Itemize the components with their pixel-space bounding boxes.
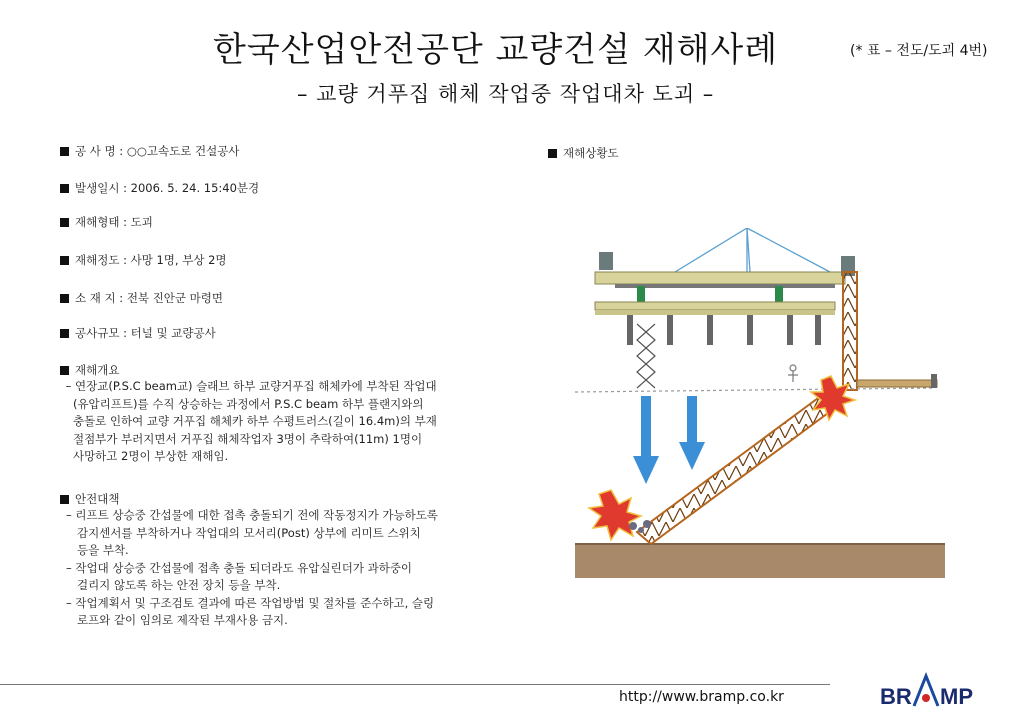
info-date: 발생일시 : 2006. 5. 24. 15:40분경: [60, 180, 259, 196]
footer-divider: [0, 684, 830, 685]
falling-arrows: [633, 396, 705, 484]
trolley-wheels: [637, 286, 783, 302]
overview-text: [62, 378, 437, 466]
measures-line: – 작업대 상승중 간섭물에 접촉 충돌 되더라도 유압실린더가 과하중이: [66, 560, 413, 575]
formwork-line: [575, 388, 935, 392]
accident-diagram: [575, 228, 945, 578]
page-subtitle: – 교량 거푸집 해체 작업중 작업대차 도괴 –: [297, 82, 715, 106]
platform-post: [931, 374, 937, 388]
vertical-truss-tower: [843, 272, 857, 390]
info-severity: 재해정도 : 사망 1명, 부상 2명: [60, 252, 227, 268]
bridge-girder: [595, 302, 835, 310]
svg-text:MP: MP: [940, 684, 973, 708]
measures-line: 감지센서를 부착하거나 작업대의 모서리(Post) 상부에 리미트 스위치: [66, 525, 421, 540]
overview-line: 절점부가 부러지면서 거푸집 해체작업자 3명이 추락하여(11m) 1명이: [62, 431, 423, 446]
bullet-square-icon: [60, 147, 69, 156]
bullet-square-icon: [60, 495, 69, 504]
bullet-square-icon: [60, 294, 69, 303]
bullet-square-icon: [60, 218, 69, 227]
info-scale: 공사규모 : 터널 및 교량공사: [60, 325, 216, 341]
bridge-piers: [627, 315, 821, 345]
bullet-square-icon: [60, 184, 69, 193]
info-location: 소 재 지 : 전북 진안군 마령면: [60, 290, 223, 306]
measures-line: 로프와 같이 임의로 제작된 부재사용 금지.: [66, 613, 288, 627]
deck-block-left: [599, 252, 613, 270]
scissor-lift: [637, 324, 655, 388]
bridge-girder-lower: [595, 310, 835, 315]
measures-line: – 리프트 상승중 간섭물에 대한 접촉 충돌되기 전에 작동정지가 가능하도록: [66, 508, 438, 522]
measures-line: 등을 부착.: [66, 543, 129, 557]
collapsed-truss: [637, 390, 843, 544]
overview-line: 충돌로 인하여 교량 거푸집 해체카 하부 수평트러스(길이 16.4m)의 부재: [62, 414, 437, 428]
impact-burst-lower: [589, 490, 641, 540]
info-project-name: 공 사 명 : ○○고속도로 건설공사: [60, 143, 239, 159]
overview-heading: 재해개요: [60, 362, 119, 378]
bramp-logo: [880, 672, 990, 708]
measures-heading: 안전대책: [60, 491, 119, 507]
upper-deck: [595, 272, 845, 284]
overview-line: (유압리프트)를 수직 상승하는 과정에서 P.S.C beam 하부 플랜지와의: [62, 396, 424, 411]
diagram-label: 재해상황도: [548, 145, 619, 161]
bullet-square-icon: [60, 256, 69, 265]
bullet-square-icon: [548, 149, 557, 158]
measures-line: – 작업계획서 및 구조검토 결과에 따른 작업방법 및 절차를 준수하고, 슬링: [66, 595, 435, 610]
worker-figure: [788, 365, 798, 382]
bullet-square-icon: [60, 329, 69, 338]
measures-line: 걸리지 않도록 하는 안전 장치 등을 부착.: [66, 578, 281, 592]
svg-text:BR: BR: [880, 684, 912, 708]
bullet-square-icon: [60, 366, 69, 375]
upper-rail: [615, 284, 835, 288]
overview-line: – 연장교(P.S.C beam교) 슬래브 하부 교량거푸집 해체카에 부착된 작업대: [62, 379, 437, 393]
measures-text: [66, 507, 438, 630]
work-platform: [857, 380, 937, 387]
crane-cables: [675, 228, 830, 272]
footer-url[interactable]: http://www.bramp.co.kr: [619, 689, 784, 705]
info-accident-type: 재해형태 : 도괴: [60, 214, 153, 230]
ground: [575, 544, 945, 578]
page-title: 한국산업안전공단 교량건설 재해사례: [213, 30, 779, 70]
table-reference-note: (* 표 – 전도/도괴 4번): [850, 43, 988, 59]
overview-line: 사망하고 2명이 부상한 재해임.: [62, 449, 229, 463]
